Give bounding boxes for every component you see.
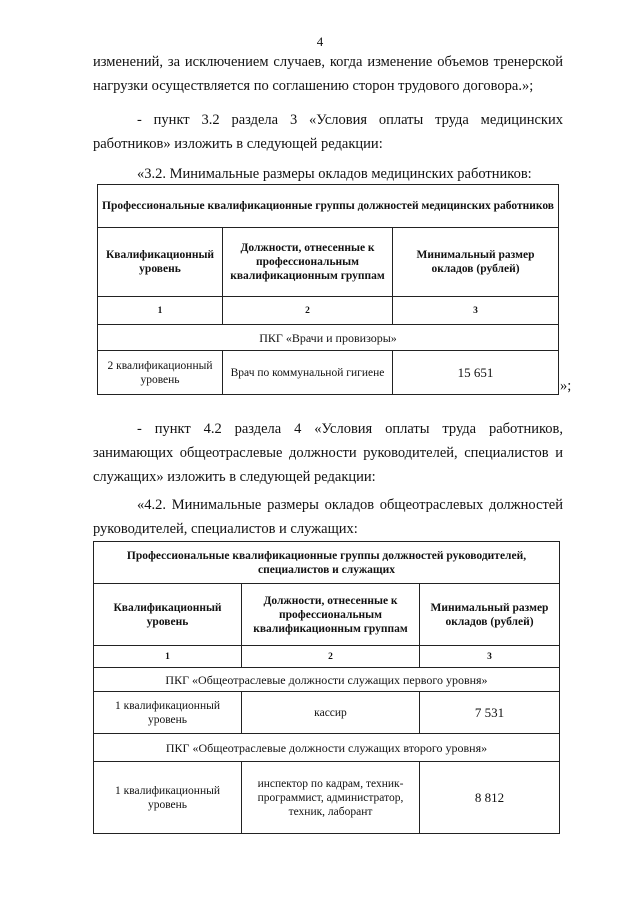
paragraph-item-4-2: - пункт 4.2 раздела 4 «Условия оплаты труда работников, занимающих общеотраслевые должности руководителей, специалистов и служащих» изложить в следующей редакции: [93, 421, 563, 485]
table2-num-3: 3 [420, 646, 560, 668]
table2-col-salary: Минимальный размер окладов (рублей) [420, 584, 560, 646]
table1-row-level: 2 квалификационный уровень [98, 351, 223, 395]
table2-row2-positions: инспектор по кадрам, техник-программист, администратор, техник, лаборант [242, 762, 420, 834]
table1-col-positions: Должности, отнесенные к профессиональным квалификационным группам [223, 228, 393, 297]
table2-num-1: 1 [94, 646, 242, 668]
paragraph-heading-3-2: «3.2. Минимальные размеры окладов медицинских работников: [137, 166, 532, 182]
table2-group-first-level: ПКГ «Общеотраслевые должности служащих первого уровня» [94, 668, 560, 692]
general-salary-table [93, 541, 560, 834]
table2-row2-level: 1 квалификационный уровень [94, 762, 242, 834]
table2-col-positions: Должности, отнесенные к профессиональным квалификационным группам [242, 584, 420, 646]
table2-row2-salary: 8 812 [420, 762, 560, 834]
table1-title: Профессиональные квалификационные группы должностей медицинских работников [98, 185, 559, 228]
table1-num-2: 2 [223, 297, 393, 325]
table2-num-2: 2 [242, 646, 420, 668]
medical-salary-table [97, 184, 559, 395]
table2-row1-level: 1 квалификационный уровень [94, 692, 242, 734]
table1-col-salary: Минимальный размер окладов (рублей) [393, 228, 559, 297]
page-number: 4 [316, 34, 324, 49]
table2-row1-salary: 7 531 [420, 692, 560, 734]
table2-col-level: Квалификационный уровень [94, 584, 242, 646]
table2-title: Профессиональные квалификационные группы должностей руководителей, специалистов и служащих [94, 542, 560, 584]
table1-row-positions: Врач по коммунальной гигиене [223, 351, 393, 395]
table1-num-3: 3 [393, 297, 559, 325]
paragraph-heading-4-2: «4.2. Минимальные размеры окладов общеотраслевых должностей руководителей, специалистов и служащих: [93, 497, 563, 537]
table1-num-1: 1 [98, 297, 223, 325]
table1-col-level: Квалификационный уровень [98, 228, 223, 297]
paragraph-continuation: изменений, за исключением случаев, когда изменение объемов тренерской нагрузки осуществляется по соглашению сторон трудового договора.»; [93, 54, 563, 94]
table1-row-salary: 15 651 [393, 351, 559, 395]
paragraph-item-3-2: - пункт 3.2 раздела 3 «Условия оплаты труда медицинских работников» изложить в следующей редакции: [93, 112, 563, 152]
table2-row1-positions: кассир [242, 692, 420, 734]
table2-group-second-level: ПКГ «Общеотраслевые должности служащих второго уровня» [94, 734, 560, 762]
table1-group-doctors: ПКГ «Врачи и провизоры» [98, 325, 559, 351]
table1-closing-quote: »; [560, 378, 572, 394]
